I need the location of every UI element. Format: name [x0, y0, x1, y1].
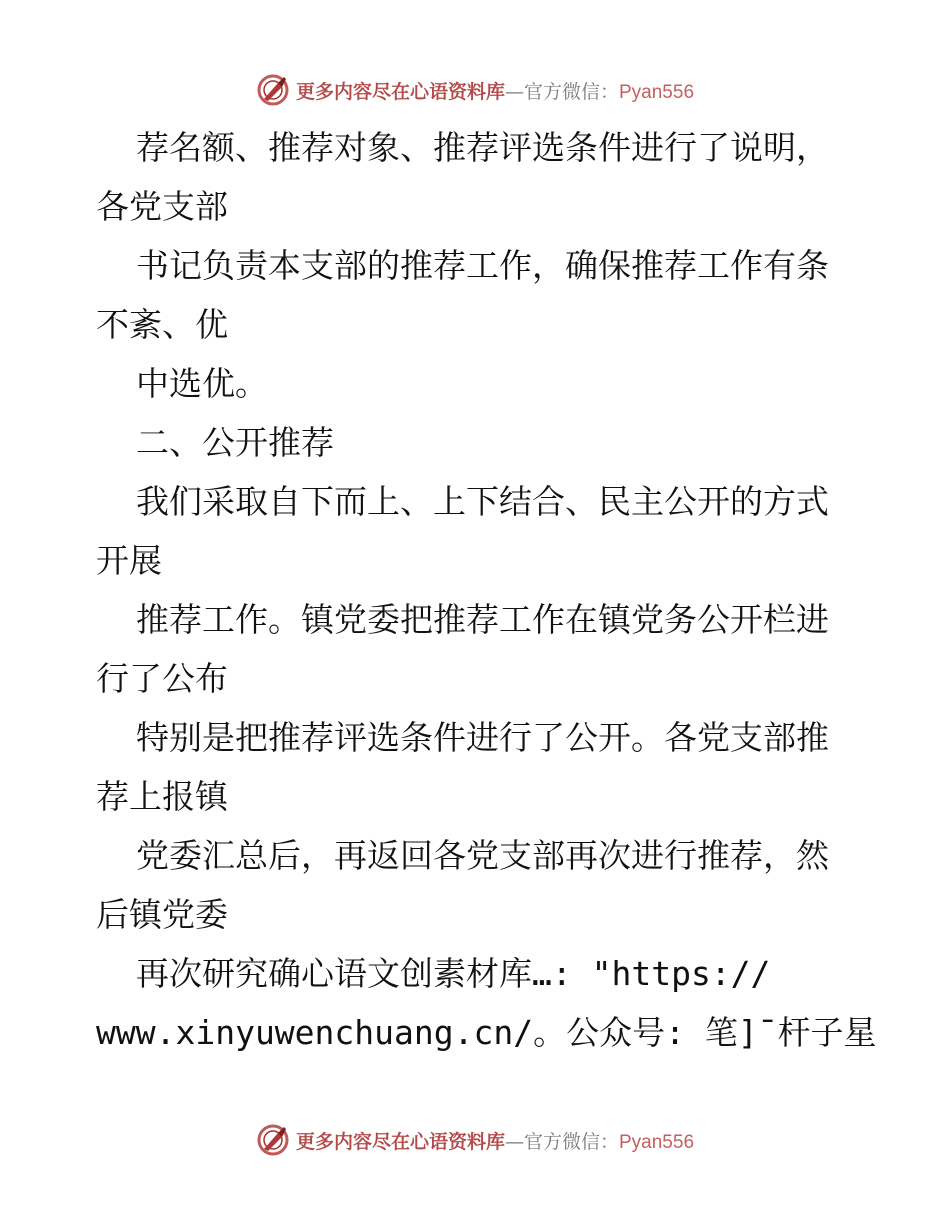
- body-line: 书记负责本支部的推荐工作，确保推荐工作有条: [136, 246, 829, 285]
- body-line: 我们采取自下而上、上下结合、民主公开的方式: [136, 482, 829, 521]
- body-line: 特别是把推荐评选条件进行了公开。各党支部推: [136, 718, 829, 757]
- body-line: 开展: [96, 541, 162, 580]
- pen-nib-logo-icon: [256, 73, 290, 107]
- body-line: 后镇党委: [96, 895, 228, 934]
- header-banner: [0, 70, 950, 110]
- header-banner-text: 更多内容尽在心语资料库—官方微信：Pyan556: [295, 80, 695, 103]
- pen-nib-logo-icon: [256, 1123, 290, 1157]
- body-line: 二、公开推荐: [136, 423, 334, 462]
- body-line: 党委汇总后，再返回各党支部再次进行推荐，然: [136, 836, 829, 875]
- body-line: 荐名额、推荐对象、推荐评选条件进行了说明，: [136, 128, 829, 167]
- body-line: 中选优。: [136, 364, 268, 403]
- footer-banner-text: 更多内容尽在心语资料库—官方微信：Pyan556: [295, 1130, 695, 1153]
- document-body: [96, 118, 877, 1062]
- body-line: 推荐工作。镇党委把推荐工作在镇党务公开栏进: [136, 600, 829, 639]
- body-line: 荐上报镇: [96, 777, 228, 816]
- body-line: 行了公布: [96, 659, 228, 698]
- body-line: 各党支部: [96, 187, 228, 226]
- body-line: 再次研究确心语文创素材库…: "https://: [136, 954, 771, 993]
- footer-banner: [0, 1120, 950, 1160]
- body-line: www.xinyuwenchuang.cn/。公众号: 笔]¯杆子星: [96, 1013, 877, 1052]
- body-line: 不紊、优: [96, 305, 228, 344]
